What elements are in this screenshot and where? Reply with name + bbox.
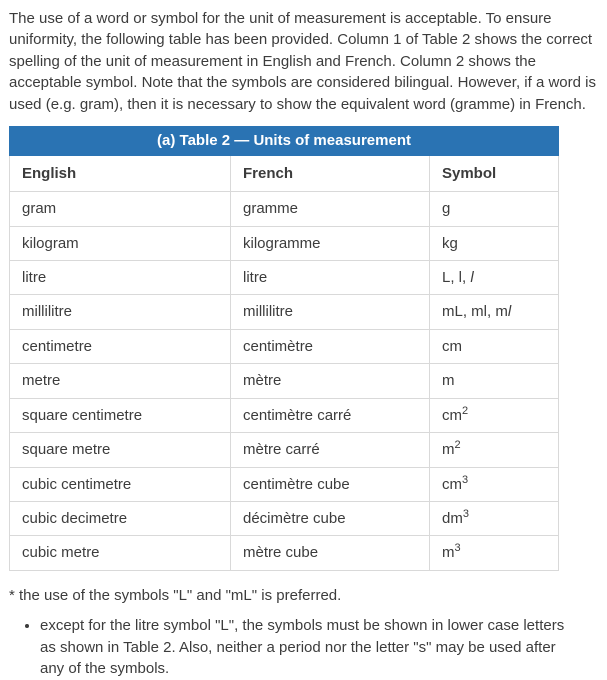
cell-symbol	[430, 398, 559, 432]
cell-symbol	[430, 295, 559, 329]
column-header-english: English	[10, 155, 231, 191]
symbol-text: cm	[442, 475, 462, 493]
table-row	[10, 226, 559, 260]
table-row	[10, 329, 559, 363]
cell-french: mètre carré	[231, 433, 430, 467]
intro-paragraph: The use of a word or symbol for the unit of measurement is acceptable. To ensure uniformity, the following table has been provided. Column 1 of Table 2 shows the correct spelling of the unit of measurement in English and French. Column 2 shows the acceptable symbol. Note that the symbols are considered bilingual. However, if a word is used (e.g. gram), then it is necessary to show the equivalent word (gramme) in French.	[9, 10, 596, 113]
table-row	[10, 536, 559, 570]
symbol-text: cm	[442, 337, 462, 355]
table-row	[10, 398, 559, 432]
table-column-header-row	[10, 155, 559, 191]
units-table	[9, 126, 559, 571]
symbol-italic-text: l	[507, 303, 512, 321]
cell-french: mètre	[231, 364, 430, 398]
column-header-french: French	[231, 155, 430, 191]
cell-symbol	[430, 502, 559, 536]
symbol-text: cm	[442, 406, 462, 424]
symbol-text: g	[442, 200, 451, 218]
cell-symbol	[430, 433, 559, 467]
cell-symbol	[430, 467, 559, 501]
symbol-text: m	[442, 441, 455, 459]
cell-english: cubic decimetre	[10, 502, 231, 536]
footnote-preferred: * the use of the symbols "L" and "mL" is preferred.	[9, 586, 342, 604]
symbol-superscript: 2	[454, 439, 461, 452]
table-row	[10, 433, 559, 467]
table-row	[10, 502, 559, 536]
cell-french: millilitre	[231, 295, 430, 329]
cell-english: millilitre	[10, 295, 231, 329]
symbol-text: kg	[442, 234, 458, 252]
symbol-text: m	[442, 372, 455, 390]
cell-english: gram	[10, 192, 231, 226]
symbol-text: m	[442, 544, 455, 562]
table-row	[10, 192, 559, 226]
cell-symbol	[430, 329, 559, 363]
table-row	[10, 467, 559, 501]
cell-french: gramme	[231, 192, 430, 226]
cell-english: square centimetre	[10, 398, 231, 432]
cell-french: mètre cube	[231, 536, 430, 570]
notes-list	[9, 615, 598, 679]
cell-english: litre	[10, 260, 231, 294]
cell-french: kilogramme	[231, 226, 430, 260]
cell-english: centimetre	[10, 329, 231, 363]
cell-symbol	[430, 364, 559, 398]
table-title: (a) Table 2 — Units of measurement	[10, 127, 559, 155]
cell-english: cubic metre	[10, 536, 231, 570]
symbol-superscript: 2	[462, 404, 469, 417]
note-bullet-item: • except for the litre symbol "L", the symbols must be shown in lower case letters as shown in Table 2. Also, neither a period nor the letter "s" may be used after any of the symbols.	[40, 615, 580, 679]
table-title-row	[10, 127, 559, 155]
symbol-italic-text: l	[470, 268, 474, 286]
cell-french: centimètre cube	[231, 467, 430, 501]
symbol-text: L, l,	[442, 268, 471, 286]
symbol-text: mL, ml, m	[442, 303, 508, 321]
table-row	[10, 295, 559, 329]
cell-symbol	[430, 192, 559, 226]
cell-symbol	[430, 226, 559, 260]
cell-english: square metre	[10, 433, 231, 467]
cell-english: metre	[10, 364, 231, 398]
column-header-symbol: Symbol	[430, 155, 559, 191]
symbol-text: dm	[442, 510, 463, 527]
cell-french: centimètre carré	[231, 398, 430, 432]
cell-french: litre	[231, 260, 430, 294]
cell-symbol	[430, 260, 559, 294]
cell-french: centimètre	[231, 329, 430, 363]
table-row	[10, 260, 559, 294]
symbol-superscript: 3	[462, 508, 469, 520]
cell-english: cubic centimetre	[10, 467, 231, 501]
cell-french: décimètre cube	[231, 502, 430, 536]
cell-english: kilogram	[10, 226, 231, 260]
table-row	[10, 364, 559, 398]
symbol-superscript: 3	[462, 473, 469, 486]
cell-symbol	[430, 536, 559, 570]
symbol-superscript: 3	[454, 542, 461, 555]
